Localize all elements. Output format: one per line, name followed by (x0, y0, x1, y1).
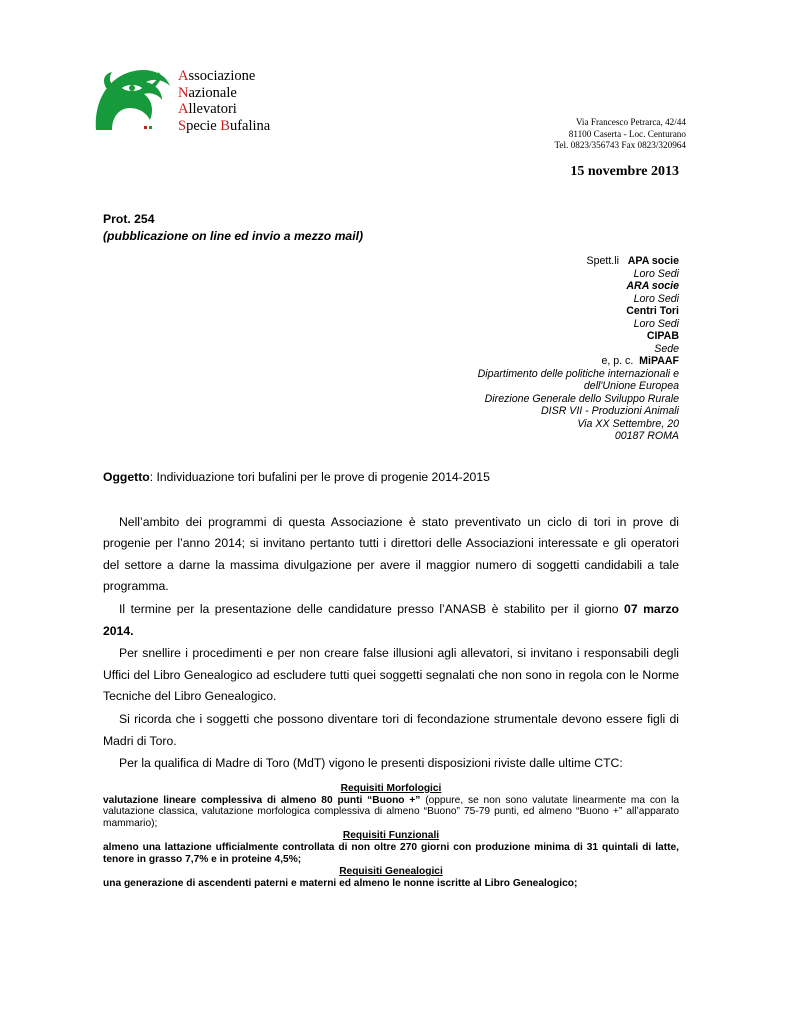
subject-text: : Individuazione tori bufalini per le prove di progenie 2014-2015 (149, 470, 490, 484)
org-line-2: Nazionale (178, 84, 237, 101)
morph-requirements-title: Requisiti Morfologici (340, 783, 442, 794)
gen-requirements-title: Requisiti Genealogici (339, 866, 443, 878)
recipient-apa-sedi: Loro Sedi (633, 267, 679, 280)
org-line-1: Associazione (178, 68, 256, 84)
protocol-block (103, 211, 363, 245)
recipient-centri: Centri Tori (626, 305, 679, 317)
recipient-dept-1: Dipartimento delle politiche internazionali e (477, 367, 679, 380)
recipient-ara-sedi: Loro Sedi (633, 292, 679, 305)
gen-requirements-text: una generazione di ascendenti paterni e materni ed almeno le nonne iscritte al Libro Genealogico; (103, 877, 578, 889)
recipient-cipab: CIPAB (646, 330, 679, 342)
recipient-dept-5: Via XX Settembre, 20 (577, 417, 679, 430)
subject-label: Oggetto (103, 470, 150, 484)
publication-note: (pubblicazione on line ed invio a mezzo mail) (103, 229, 364, 243)
requirements-section (103, 783, 679, 890)
recipient-dept-3: Direzione Generale dello Sviluppo Rurale (484, 392, 679, 405)
letter-body (103, 512, 679, 776)
org-line-4: Specie Bufalina (178, 117, 271, 134)
body-paragraph-1: Nell’ambito dei programmi di questa Associazione è stato preventivato un ciclo di tori in prove di progenie per l’anno 2014; si invitano pertanto tutti i direttori delle Associazioni interessate e gli operatori del settore a darne la massima divulgazione per avere il maggior numero di soggetti candidabili a tale programma. (103, 515, 679, 594)
subject-line (103, 470, 490, 484)
body-paragraph-5: Per la qualifica di Madre di Toro (MdT) vigono le presenti disposizioni riviste dalle ultime CTC: (119, 756, 623, 771)
func-requirements-title: Requisiti Funzionali (342, 830, 440, 842)
recipient-mipaaf: e, p. c. MiPAAF (601, 355, 679, 367)
body-paragraph-4: Si ricorda che i soggetti che possono diventare tori di fecondazione strumentale devono essere figli di Madri di Toro. (103, 712, 679, 748)
recipient-dept-6: 00187 ROMA (614, 430, 679, 442)
recipient-cipab-sede: Sede (654, 342, 679, 355)
org-line-3: Allevatori (178, 101, 237, 117)
address-street: Via Francesco Petrarca, 42/44 (575, 117, 686, 127)
recipient-centri-sedi: Loro Sedi (633, 317, 679, 330)
body-paragraph-3: Per snellire i procedimenti e per non creare false illusioni agli allevatori, si invitano i responsabili degli Uffici del Libro Genealogico ad escludere tutti quei soggetti segnalati che non sono in regola con le Norme Tecniche del Libro Genealogico. (103, 646, 679, 704)
recipient-ara: ARA socie (626, 280, 679, 292)
recipient-apa: Spett.li APA socie (586, 255, 679, 267)
recipient-dept-2: dell'Unione Europea (583, 380, 679, 392)
association-logo (92, 66, 172, 132)
func-requirements-text: almeno una lattazione ufficialmente controllata di non oltre 270 giorni con produzione minima di 31 quintali di latte, tenore in grasso 7,7% e in proteine 4,5%; (103, 841, 679, 865)
body-paragraph-2: Il termine per la presentazione delle candidature presso l’ANASB è stabilito per il giorno 07 marzo 2014. (103, 602, 679, 638)
deadline-date: 07 marzo 2014. (103, 602, 679, 638)
address-phone: Tel. 0823/356743 Fax 0823/320964 (554, 140, 686, 150)
recipients-block (478, 255, 679, 443)
organization-name (178, 68, 270, 134)
recipient-dept-4: DISR VII - Produzioni Animali (541, 405, 679, 417)
address-block (554, 117, 686, 152)
morph-requirements-text: valutazione lineare complessiva di almeno 80 punti “Buono +” (oppure, se non sono valutate linearmente ma con la valutazione classica, valutazione morfologica complessiva di almeno “Buono” 75-79 punti, ed almeno “Buono +” all’apparato mammario); (103, 794, 679, 829)
protocol-number: Prot. 254 (103, 212, 155, 226)
address-city: 81100 Caserta - Loc. Centurano (568, 128, 686, 139)
letter-date: 15 novembre 2013 (570, 164, 679, 179)
